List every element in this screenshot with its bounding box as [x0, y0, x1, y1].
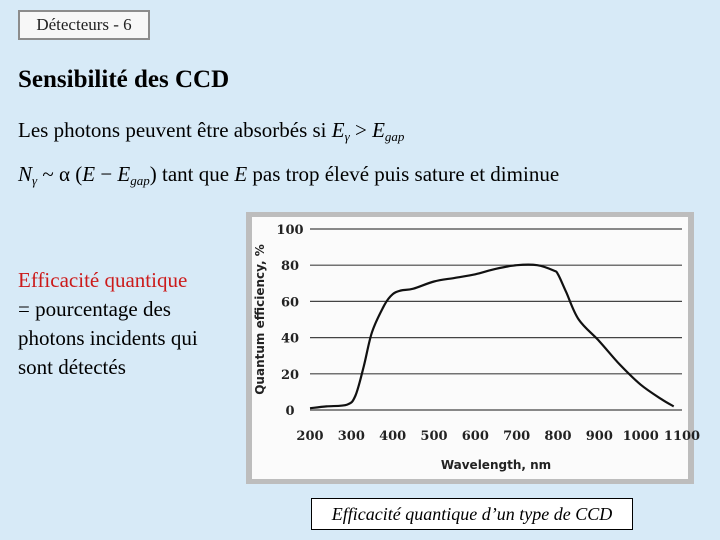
close-paren-text: ) tant que	[149, 162, 235, 186]
e-gap-symbol-2: E	[117, 162, 131, 186]
quantum-efficiency-figure	[246, 212, 701, 484]
gamma-subscript-2: γ	[32, 173, 38, 188]
x-tick-label: 200	[296, 429, 324, 444]
x-tick-label: 600	[461, 429, 489, 444]
x-tick-label: 300	[337, 429, 365, 444]
saturation-text: pas trop élevé puis sature et diminue	[247, 162, 560, 186]
absorption-text: Les photons peuvent être absorbés si	[18, 118, 332, 142]
definition-term: Efficacité quantique	[18, 268, 188, 292]
proportional-sign: ~ α (	[37, 162, 83, 186]
y-tick-label: 40	[280, 331, 300, 347]
e-gap-symbol: E	[372, 118, 385, 142]
figure-caption	[311, 498, 633, 530]
quantum-efficiency-definition	[18, 266, 233, 382]
x-tick-label: 900	[585, 429, 613, 444]
slide-number-tag	[18, 10, 150, 40]
x-axis-label: Wavelength, nm	[440, 458, 552, 472]
quantum-efficiency-chart	[246, 212, 701, 484]
gap-subscript: gap	[384, 129, 405, 144]
slide-title: Sensibilité des CCD	[18, 66, 230, 93]
e-symbol: E	[82, 162, 96, 186]
figure-caption-text: Efficacité quantique d’un type de CCD	[331, 503, 613, 524]
minus-sign: −	[95, 162, 118, 186]
definition-text: = pourcentage des photons incidents qui sont détectés	[18, 297, 198, 379]
y-tick-label: 20	[280, 367, 300, 383]
x-tick-label: 400	[379, 429, 407, 444]
proportionality-line	[18, 162, 559, 189]
y-tick-label: 100	[276, 223, 304, 238]
x-tick-label: 500	[420, 429, 448, 444]
e-symbol-2: E	[234, 162, 248, 186]
e-gamma-symbol: E	[331, 118, 345, 142]
gap-subscript-2: gap	[130, 173, 150, 188]
y-axis-label: Quantum efficiency, %	[253, 244, 267, 395]
x-tick-label: 800	[544, 429, 572, 444]
gamma-subscript: γ	[344, 129, 350, 144]
quantum-efficiency-curve	[310, 265, 674, 409]
y-tick-label: 60	[280, 295, 300, 311]
x-tick-label: 1100	[663, 429, 701, 444]
y-tick-label: 0	[285, 404, 295, 419]
n-gamma-symbol: N	[18, 162, 33, 186]
y-tick-label: 80	[280, 259, 300, 275]
greater-than-sign: >	[349, 118, 373, 142]
x-tick-label: 1000	[622, 429, 659, 444]
absorption-condition-line	[18, 118, 404, 145]
x-tick-label: 700	[503, 429, 531, 444]
slide-number-label: Détecteurs - 6	[36, 15, 132, 34]
